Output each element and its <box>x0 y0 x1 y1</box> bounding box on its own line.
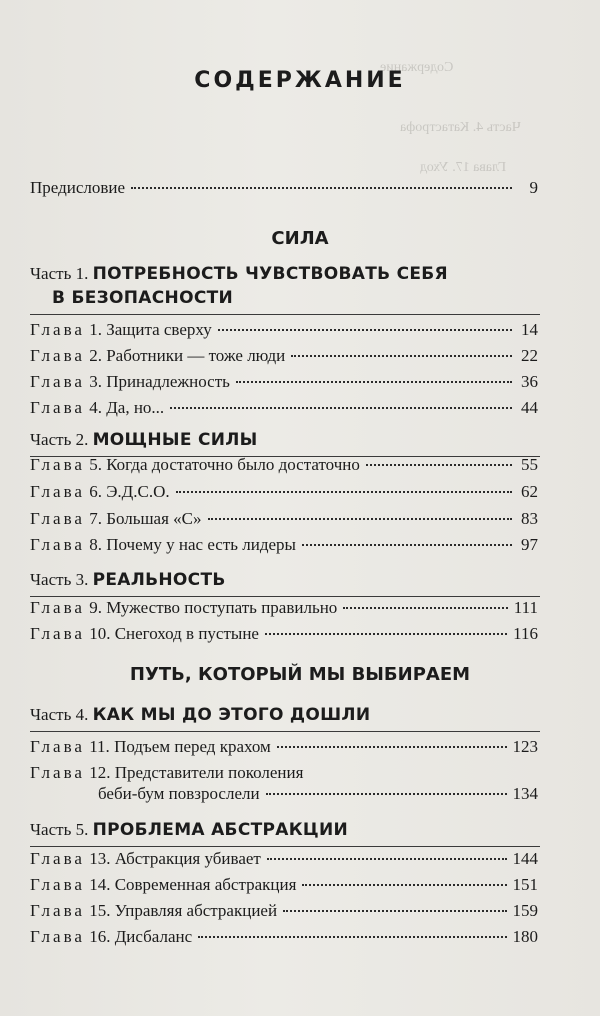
leader-dots <box>176 491 512 493</box>
page-number: 44 <box>521 398 538 417</box>
chapter-number: 15. <box>89 901 111 920</box>
chapter-word: Глава <box>30 320 85 339</box>
chapter-title: Да, но... <box>106 398 165 417</box>
page-number: 55 <box>521 455 538 474</box>
chapter-word: Глава <box>30 398 85 417</box>
chapter-word: Глава <box>30 482 85 501</box>
divider <box>30 596 540 597</box>
part-title: МОЩНЫЕ СИЛЫ <box>92 430 258 450</box>
toc-chapter[interactable] <box>30 320 538 346</box>
preface-label: Предисловие <box>30 178 126 197</box>
toc-chapter[interactable] <box>30 482 538 508</box>
chapter-number: 7. <box>89 509 102 528</box>
chapter-word: Глава <box>30 535 85 554</box>
page-number: 97 <box>521 535 538 554</box>
part-title: КАК МЫ ДО ЭТОГО ДОШЛИ <box>92 705 371 725</box>
chapter-number: 9. <box>89 598 102 617</box>
page-number: 123 <box>512 737 538 756</box>
page-number: 151 <box>512 875 538 894</box>
page-number: 36 <box>521 372 538 391</box>
leader-dots <box>198 936 506 938</box>
chapter-number: 11. <box>89 737 110 756</box>
toc-chapter[interactable] <box>30 927 538 953</box>
divider <box>30 314 540 315</box>
part-heading <box>30 428 550 452</box>
chapter-title: Представители поколения <box>114 763 304 782</box>
toc-preface[interactable] <box>30 178 538 204</box>
chapter-number: 16. <box>89 927 111 946</box>
chapter-title: Подъем перед крахом <box>114 737 271 756</box>
leader-dots <box>266 793 507 795</box>
chapter-title: Большая «С» <box>106 509 202 528</box>
chapter-title: Защита сверху <box>106 320 212 339</box>
toc-chapter[interactable] <box>30 875 538 901</box>
part-heading <box>30 703 550 727</box>
chapter-word: Глава <box>30 346 85 365</box>
chapter-number: 4. <box>89 398 102 417</box>
toc-chapter[interactable] <box>30 455 538 481</box>
part-heading <box>30 818 550 842</box>
page-number: 111 <box>513 598 538 617</box>
page-number: 14 <box>521 320 538 339</box>
chapter-number: 13. <box>89 849 111 868</box>
leader-dots <box>302 884 506 886</box>
leader-dots <box>277 746 507 748</box>
part-heading <box>30 262 550 310</box>
chapter-number: 5. <box>89 455 102 474</box>
bleed-through-text: Глава 17. Уход <box>420 160 507 175</box>
page-number: 116 <box>513 624 538 643</box>
chapter-number: 8. <box>89 535 102 554</box>
chapter-number: 1. <box>89 320 102 339</box>
page-title: СОДЕРЖАНИЕ <box>194 68 406 93</box>
part-title: РЕАЛЬНОСТЬ <box>92 570 226 590</box>
chapter-number: 14. <box>89 875 111 894</box>
page-number: 9 <box>529 178 538 197</box>
toc-chapter[interactable] <box>30 901 538 927</box>
toc-chapter[interactable] <box>30 737 538 763</box>
chapter-number: 3. <box>89 372 102 391</box>
leader-dots <box>265 633 507 635</box>
chapter-word: Глава <box>30 598 85 617</box>
chapter-title: Современная абстракция <box>114 875 297 894</box>
chapter-word: Глава <box>30 875 85 894</box>
page-number: 22 <box>521 346 538 365</box>
chapter-title: Дисбаланс <box>114 927 193 946</box>
part-prefix: Часть 2. <box>30 430 89 449</box>
part-title: ПРОБЛЕМА АБСТРАКЦИИ <box>92 820 349 840</box>
divider <box>30 731 540 732</box>
leader-dots <box>283 910 506 912</box>
chapter-word: Глава <box>30 455 85 474</box>
toc-chapter[interactable] <box>30 849 538 875</box>
chapter-title: Принадлежность <box>106 372 230 391</box>
leader-dots <box>267 858 507 860</box>
chapter-title: Почему у нас есть лидеры <box>106 535 296 554</box>
section-heading: СИЛА <box>271 228 329 249</box>
part-prefix: Часть 5. <box>30 820 89 839</box>
chapter-title: Абстракция убивает <box>114 849 261 868</box>
page-number: 134 <box>512 784 538 803</box>
chapter-word: Глава <box>30 763 85 782</box>
toc-chapter[interactable] <box>30 372 538 398</box>
chapter-word: Глава <box>30 927 85 946</box>
leader-dots <box>208 518 512 520</box>
chapter-title: Когда достаточно было достаточно <box>106 455 360 474</box>
chapter-number: 10. <box>89 624 111 643</box>
chapter-word: Глава <box>30 624 85 643</box>
chapter-number: 12. <box>89 763 111 782</box>
toc-chapter[interactable] <box>30 346 538 372</box>
chapter-number: 6. <box>89 482 102 501</box>
chapter-word: Глава <box>30 849 85 868</box>
part-title: ПОТРЕБНОСТЬ ЧУВСТВОВАТЬ СЕБЯ <box>92 264 448 284</box>
part-title: В БЕЗОПАСНОСТИ <box>52 288 234 308</box>
leader-dots <box>218 329 512 331</box>
toc-chapter[interactable] <box>30 624 538 650</box>
section-heading: ПУТЬ, КОТОРЫЙ МЫ ВЫБИРАЕМ <box>129 664 471 685</box>
chapter-word: Глава <box>30 372 85 391</box>
toc-chapter[interactable] <box>30 398 538 424</box>
chapter-title: Э.Д.С.О. <box>106 482 170 501</box>
part-prefix: Часть 1. <box>30 264 89 283</box>
leader-dots <box>291 355 512 357</box>
leader-dots <box>343 607 507 609</box>
chapter-number: 2. <box>89 346 102 365</box>
chapter-title: Снегоход в пустыне <box>114 624 259 643</box>
chapter-title: Мужество поступать правильно <box>106 598 338 617</box>
leader-dots <box>302 544 512 546</box>
bleed-through-text: Часть 4. Катастрофа <box>400 120 521 135</box>
page-number: 83 <box>521 509 538 528</box>
part-prefix: Часть 3. <box>30 570 89 589</box>
leader-dots <box>366 464 512 466</box>
part-heading <box>30 568 550 592</box>
page-number: 180 <box>512 927 538 946</box>
leader-dots <box>236 381 512 383</box>
chapter-word: Глава <box>30 901 85 920</box>
divider <box>30 846 540 847</box>
leader-dots <box>131 187 512 189</box>
chapter-word: Глава <box>30 737 85 756</box>
part-prefix: Часть 4. <box>30 705 89 724</box>
chapter-title: беби-бум повзрослели <box>98 784 260 803</box>
toc-chapter[interactable] <box>30 598 538 624</box>
leader-dots <box>170 407 512 409</box>
toc-chapter-continued[interactable] <box>98 784 538 810</box>
chapter-word: Глава <box>30 509 85 528</box>
page-number: 159 <box>512 901 538 920</box>
chapter-title: Управляя абстракцией <box>114 901 278 920</box>
page-number: 144 <box>512 849 538 868</box>
bleed-through-text: Содержание <box>380 60 454 75</box>
chapter-title: Работники — тоже люди <box>106 346 286 365</box>
page-number: 62 <box>521 482 538 501</box>
toc-chapter[interactable] <box>30 509 538 535</box>
toc-chapter[interactable] <box>30 535 538 561</box>
